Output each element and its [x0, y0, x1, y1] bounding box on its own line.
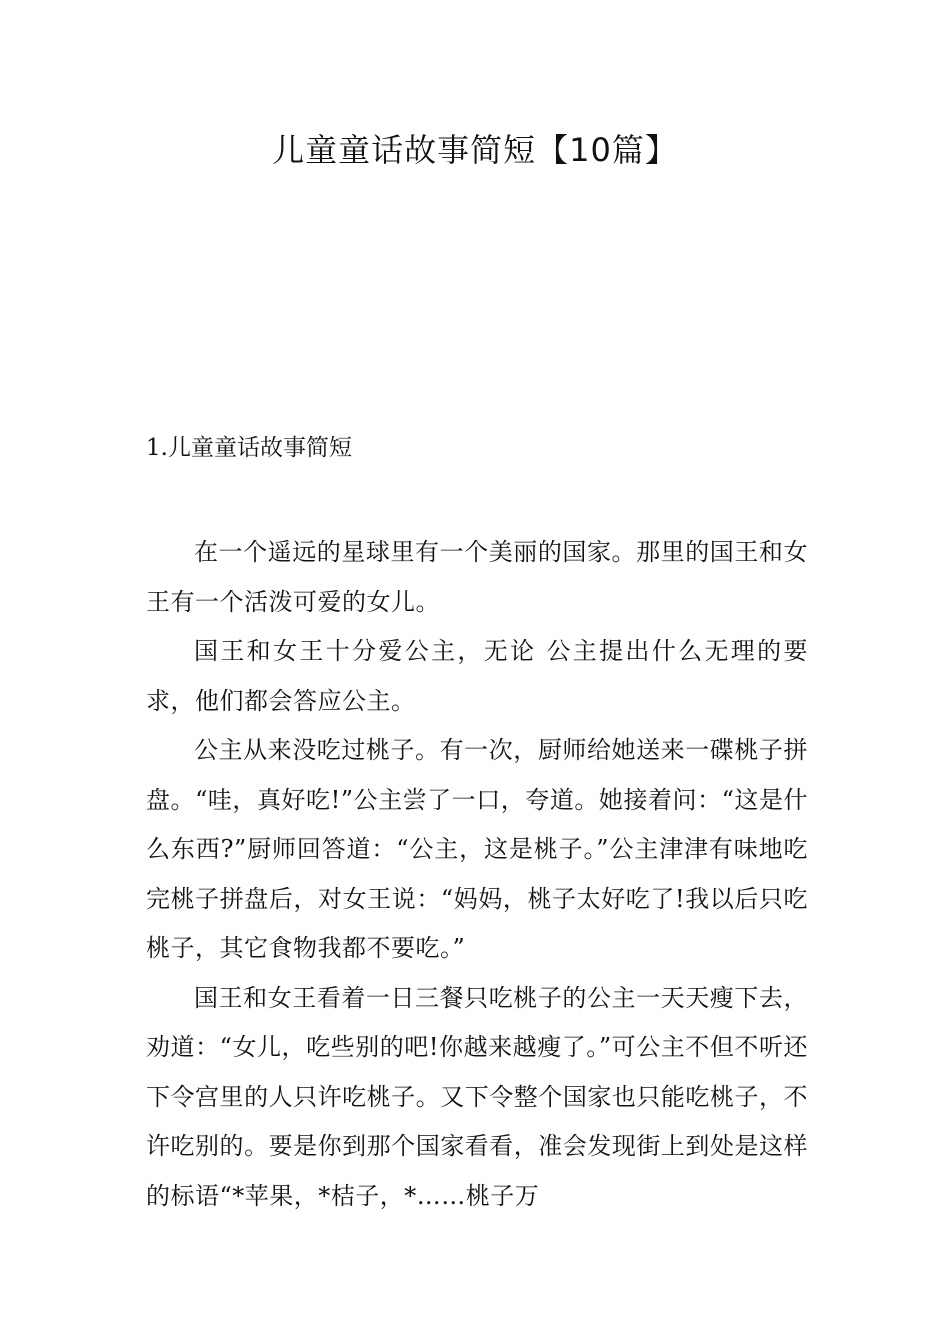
story-paragraph: 国王和女王看着一日三餐只吃桃子的公主一天天瘦下去，劝道：“女儿，吃些别的吧!你越来越瘦了。”可公主不但不听还下令宫里的人只许吃桃子。又下令整个国家也只能吃桃子，不许吃别的。要是你到那个国家看看，准会发现街上到处是这样的标语“*苹果，*桔子，*……桃子万: [146, 983, 808, 1210]
document-title: 儿童童话故事简短【10篇】: [272, 131, 678, 169]
story-paragraph: 在一个遥远的星球里有一个美丽的国家。那里的国王和女王有一个活泼可爱的女儿。: [146, 538, 808, 616]
section-heading: 1.儿童童话故事简短: [146, 435, 352, 461]
story-paragraph: 公主从来没吃过桃子。有一次，厨师给她送来一碟桃子拼盘。“哇，真好吃!”公主尝了一口，夸道。她接着问：“这是什么东西?”厨师回答道：“公主，这是桃子。”公主津津有味地吃完桃子拼盘后，对女王说：“妈妈，桃子太好吃了!我以后只吃桃子，其它食物我都不要吃。”: [146, 736, 808, 962]
story-paragraph: 国王和女王十分爱公主，无论 公主提出什么无理的要求，他们都会答应公主。: [146, 637, 808, 715]
story-body: [146, 528, 808, 1221]
